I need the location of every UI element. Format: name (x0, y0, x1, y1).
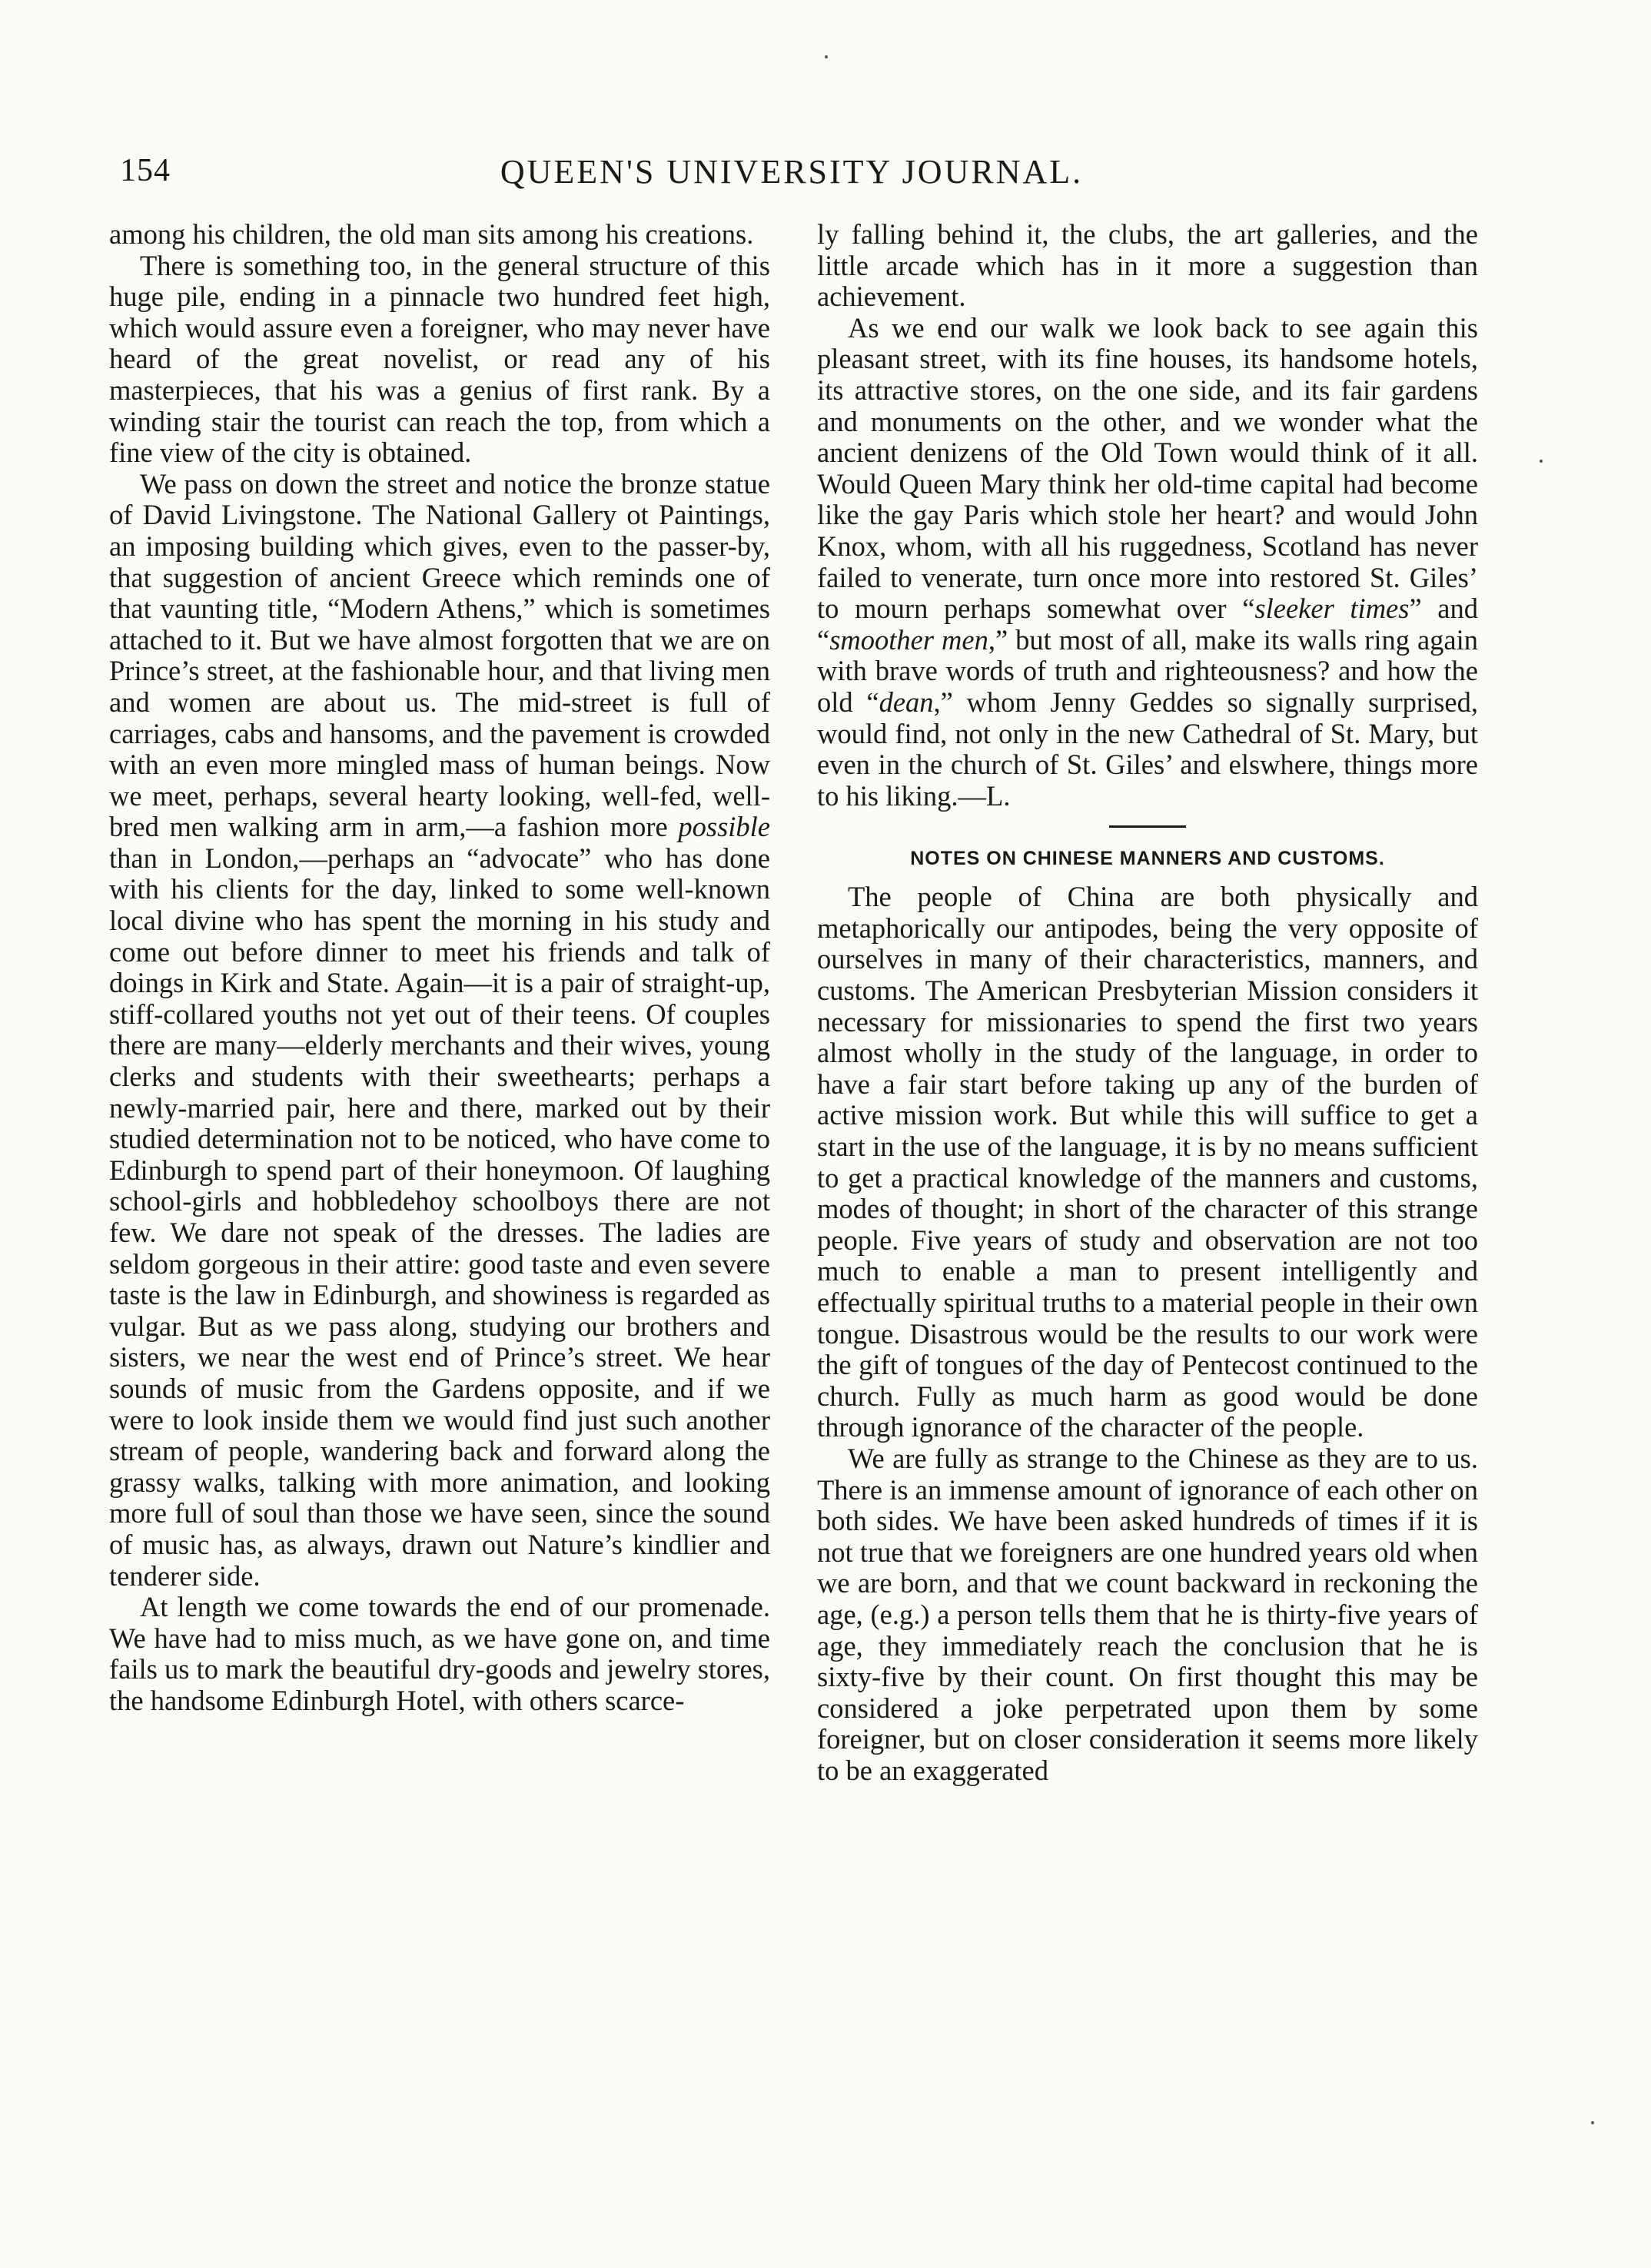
paragraph-text: than in London,—perhaps an “advocate” who has done with his clients for the day, linked to some well-known local divine who has spent the morning in his study and come out before dinner to meet his friends and talk of doings in Kirk and State. Again—it is a pair of straight-up, stiff-collared youths not yet out of their teens. Of couples there are many—elderly merchants and their wives, young clerks and students with their sweethearts; perhaps a newly-married pair, here and there, marked out by their studied determination not to be noticed, who have come to Edinburgh to spend part of their honeymoon. Of laughing school-girls and hobbledehoy schoolboys there are not few. We dare not speak of the dresses. The ladies are seldom gorgeous in their attire: good taste and even severe taste is the law in Edinburgh, and showiness is regarded as vulgar. But as we pass along, studying our brothers and sisters, we near the west end of Prince’s street. We hear sounds of music from the Gardens opposite, and if we were to look inside them we would find just such another stream of people, wandering back and forward along the grassy walks, talking with more animation, and looking more full of soul than those we have seen, since the sound of music has, as always, drawn out Nature’s kindlier and tenderer side. (109, 842, 770, 1592)
paper-speck (1540, 460, 1543, 463)
paragraph: The people of China are both physically and metaphorically our antipodes, being the very opposite of ourselves in many of their characteristics, manners, and customs. The American Presbyterian Mission considers it necessary for missionaries to spend the first two years almost wholly in the study of the language, in order to have a fair start before taking up any of the burden of active mission work. But while this will suffice to get a start in the use of the language, it is by no means sufficient to get a practical knowledge of the manners and customs, modes of thought; in short of the character of this strange people. Five years of study and observation are not too much to enable a man to present intelligently and effectually spiritual truths to a material people in their own tongue. Disastrous would be the results to our work were the gift of tongues of the day of Pentecost continued to the church. Fully as much harm as good would be done through ignorance of the character of the people. (817, 881, 1478, 1443)
paragraph-text: ,” whom Jenny Geddes so signally surprised, would find, not only in the new Cathedral of St. Mary, but even in the church of St. Giles’ and elswhere, things more to his liking.—L. (817, 686, 1478, 812)
italic-text: sleeker times (1254, 593, 1410, 625)
paper-speck (825, 55, 828, 58)
paragraph-text: We pass on down the street and notice the bronze statue of David Livingstone. The National Gallery ot Paintings, an imposing building which gives, even to the passer-by, that suggestion of ancient Greece which reminds one of that vaunting title, “Modern Athens,” which is sometimes attached to it. But we have almost forgotten that we are on Prince’s street, at the fashionable hour, and that living men and women are about us. The mid-street is full of carriages, cabs and hansoms, and the pavement is crowded with an even more mingled mass of human beings. Now we meet, perhaps, several hearty looking, well-fed, well-bred men walking arm in arm,—a fashion more (109, 467, 770, 843)
paragraph: At length we come towards the end of our promenade. We have had to miss much, as we have gone on, and time fails us to mark the beautiful dry-goods and jewelry stores, the handsome Edinburgh Hotel, with others scarce- (109, 1591, 770, 1716)
italic-text: smoother men (829, 623, 988, 656)
page-header (92, 152, 1491, 198)
paragraph: There is something too, in the general structure of this huge pile, ending in a pinnacle two hundred feet high, which would assure even a foreigner, who may never have heard of the great novelist, or read any of his masterpieces, that his was a genius of first rank. By a winding stair the tourist can reach the top, from which a fine view of the city is obtained. (109, 249, 770, 469)
running-title: QUEEN'S UNIVERSITY JOURNAL. (500, 153, 1084, 191)
paragraph (109, 469, 770, 1592)
paragraph-text: ,” but most of all, make its walls ring again with brave words of truth and righteousness? and how the old “ (817, 623, 1478, 718)
paragraph: ly falling behind it, the clubs, the art galleries, and the little arcade which has in it more a suggestion than achievement. (817, 219, 1478, 313)
right-column (817, 219, 1478, 2217)
paragraph: We are fully as strange to the Chinese as they are to us. There is an immense amount of ignorance of each other on both sides. We have been asked hundreds of times if it is not true that we foreigners are one hundred years old when we are born, and that we count backward in reckoning the age, (e.g.) a person tells them that he is thirty-five years of age, they immediately reach the conclusion that he is sixty-five by their count. On first thought this may be considered a joke perpetrated upon them by some foreigner, but on closer consideration it seems more likely to be an exaggerated (817, 1442, 1478, 1786)
italic-text: dean (879, 686, 934, 718)
paper-speck (1591, 2121, 1594, 2124)
paragraph-text: As we end our walk we look back to see again this pleasant street, with its fine houses, its handsome hotels, its attractive stores, on the one side, and its fair gardens and monuments on the other, and we wonder what the ancient denizens of the Old Town would think of it all. Would Queen Mary think her old-time capital had become like the gay Paris which stole her heart? and would John Knox, whom, with all his ruggedness, Scotland has never failed to venerate, turn once more into restored St. Giles’ to mourn perhaps somewhat over “ (817, 311, 1478, 625)
paragraph-text: ” and “ (817, 593, 1478, 656)
section-heading: NOTES ON CHINESE MANNERS AND CUSTOMS. (910, 848, 1385, 870)
page-number: 154 (120, 153, 171, 188)
italic-text: possible (678, 811, 770, 843)
paragraph (817, 313, 1478, 812)
left-column (109, 219, 770, 2217)
section-divider (1109, 825, 1186, 828)
paragraph: among his children, the old man sits among his creations. (109, 219, 754, 250)
